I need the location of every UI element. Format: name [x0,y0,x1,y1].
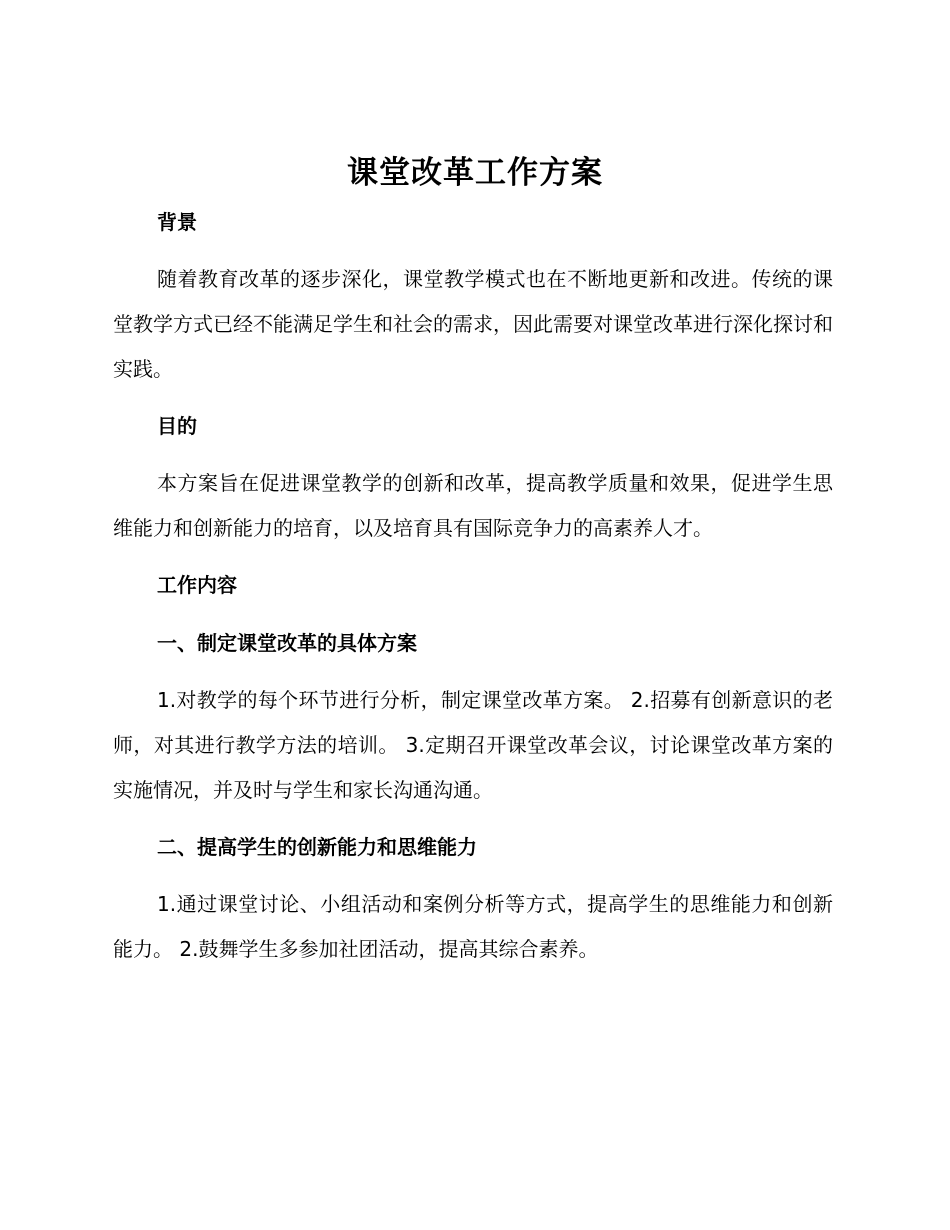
section-heading-plan: 一、制定课堂改革的具体方案 [157,631,417,655]
paragraph-plan: 1.对教学的每个环节进行分析，制定课堂改革方案。 2.招募有创新意识的老师，对其进行教学方法的培训。 3.定期召开课堂改革会议，讨论课堂改革方案的实施情况，并及时与学生和家长沟通沟通。 [113,688,833,802]
section-heading-abilities: 二、提高学生的创新能力和思维能力 [157,835,477,859]
paragraph-purpose: 本方案旨在促进课堂教学的创新和改革，提高教学质量和效果，促进学生思维能力和创新能力的培育，以及培育具有国际竞争力的高素养人才。 [113,471,833,540]
section-heading-work-content: 工作内容 [157,573,237,597]
paragraph-abilities: 1.通过课堂讨论、小组活动和案例分析等方式，提高学生的思维能力和创新能力。 2.鼓舞学生多参加社团活动，提高其综合素养。 [113,892,833,961]
document-title: 课堂改革工作方案 [347,155,603,191]
paragraph-background: 随着教育改革的逐步深化，课堂教学模式也在不断地更新和改进。传统的课堂教学方式已经不能满足学生和社会的需求，因此需要对课堂改革进行深化探讨和实践。 [113,267,833,381]
section-heading-background: 背景 [157,210,197,234]
section-heading-purpose: 目的 [157,414,197,438]
